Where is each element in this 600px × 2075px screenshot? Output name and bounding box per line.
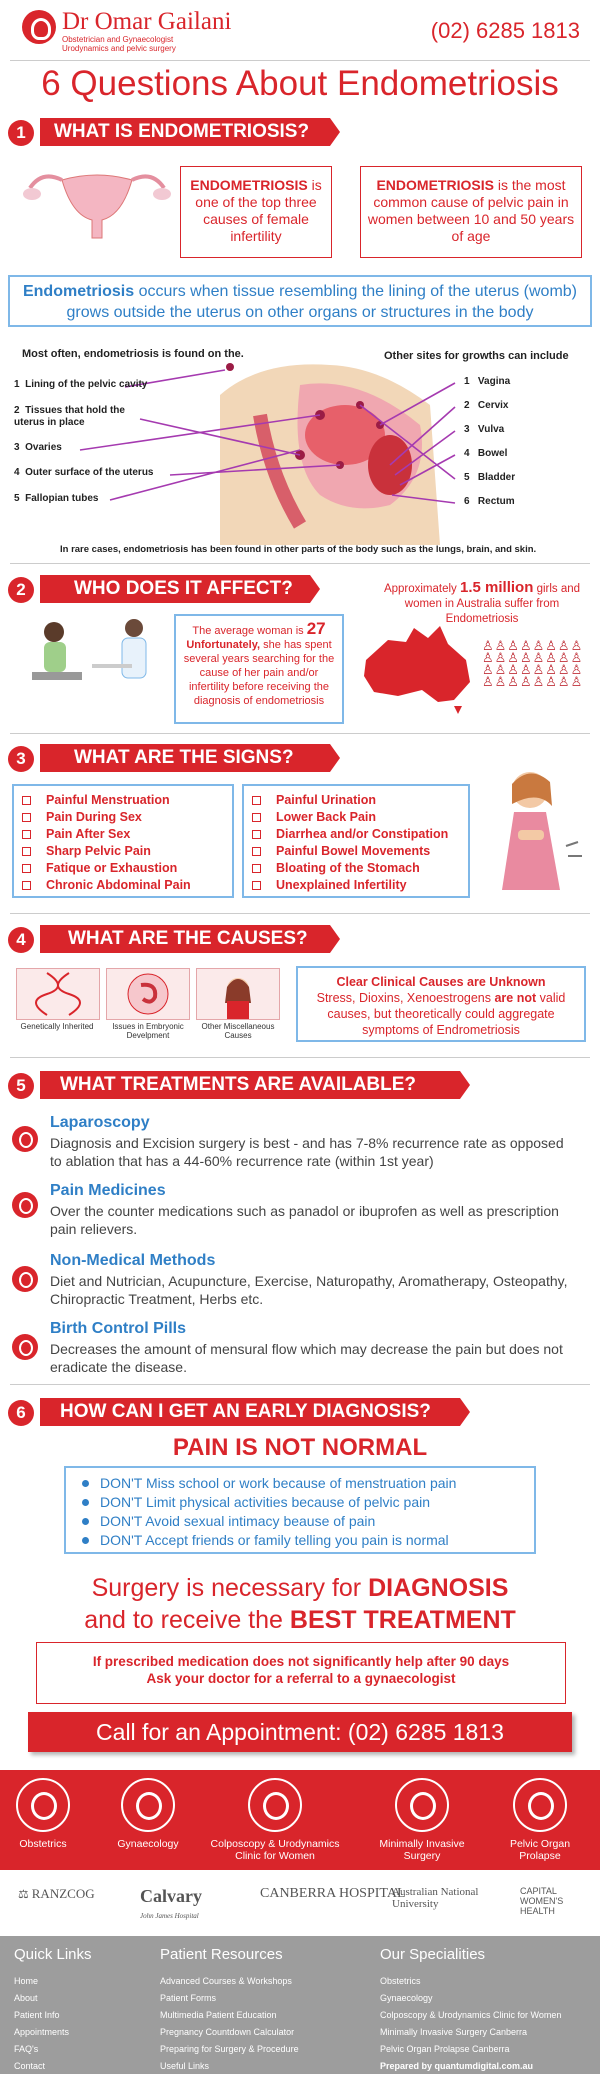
sign-item: Sharp Pelvic Pain bbox=[18, 843, 228, 860]
gynaecology-icon bbox=[121, 1778, 175, 1832]
divider bbox=[10, 733, 590, 734]
footer-link[interactable]: Pelvic Organ Prolapse Canberra bbox=[380, 2044, 510, 2054]
rare-note: In rare cases, endometriosis has been found in other parts of the body such as the lungs, brain, and skin. bbox=[60, 544, 537, 555]
section-number-4: 4 bbox=[8, 927, 34, 953]
footer-link[interactable]: Colposcopy & Urodynamics Clinic for Women bbox=[380, 2010, 562, 2020]
footer-link[interactable]: Appointments bbox=[14, 2027, 70, 2037]
section-heading-6: HOW CAN I GET AN EARLY DIAGNOSIS? bbox=[40, 1398, 460, 1426]
header-phone[interactable]: (02) 6285 1813 bbox=[430, 18, 580, 43]
sign-item: Diarrhea and/or Constipation bbox=[248, 826, 464, 843]
right-caption: Other sites for growths can include bbox=[384, 350, 569, 362]
footer-link[interactable]: Advanced Courses & Workshops bbox=[160, 1976, 292, 1986]
signs-list-right bbox=[248, 792, 464, 894]
sign-item: Lower Back Pain bbox=[248, 809, 464, 826]
sign-item: Bloating of the Stomach bbox=[248, 860, 464, 877]
services-band bbox=[0, 1770, 600, 1870]
embryo-panel bbox=[106, 968, 190, 1020]
sign-item: Painful Bowel Movements bbox=[248, 843, 464, 860]
canberra-hospital-logo: CANBERRA HOSPITAL bbox=[260, 1886, 406, 1901]
sign-item: Pain During Sex bbox=[18, 809, 228, 826]
treatment-title: Non-Medical Methods bbox=[50, 1252, 216, 1269]
causes-box: Clear Clinical Causes are Unknown Stress, Dioxins, Xenoestrogens are not valid causes, but theoretically could aggregate symptoms of Endrometriosis bbox=[296, 966, 586, 1042]
footer-specialities: Our Specialities Obstetrics Gynaecology Colposcopy & Urodynamics Clinic for Women Minimally Invasive Surgery Canberra Pelvic Organ Prolapse Canberra Prepared by quantumdigital.com.au bbox=[380, 1946, 561, 2075]
footer-credit[interactable]: Prepared by quantumdigital.com.au bbox=[380, 2061, 534, 2071]
call-appointment-button[interactable]: Call for an Appointment: (02) 6285 1813 bbox=[28, 1712, 572, 1752]
footer-link[interactable]: Gynaecology bbox=[380, 1993, 433, 2003]
service-colposcopy[interactable]: Colposcopy & Urodynamics Clinic for Women bbox=[210, 1778, 340, 1862]
fact-box-infertility: ENDOMETRIOSIS is one of the top three causes of female infertility bbox=[180, 166, 332, 258]
section-heading-5: WHAT TREATMENTS ARE AVAILABLE? bbox=[40, 1071, 460, 1099]
divider bbox=[10, 913, 590, 914]
section-number-3: 3 bbox=[8, 746, 34, 772]
treatment-desc: Diet and Nutrician, Acupuncture, Exercise, Naturopathy, Aromatherapy, Osteopathy, Chiropractic Treatment, Herbs etc. bbox=[50, 1273, 568, 1307]
sign-item: Chronic Abdominal Pain bbox=[18, 877, 228, 894]
prolapse-icon bbox=[513, 1778, 567, 1832]
section-number-1: 1 bbox=[8, 120, 34, 146]
ranzcog-logo: ⚖ RANZCOG bbox=[18, 1886, 95, 1901]
footer-link[interactable]: Multimedia Patient Education bbox=[160, 2010, 277, 2020]
footer-link[interactable]: Useful Links bbox=[160, 2061, 210, 2071]
divider bbox=[10, 1384, 590, 1385]
australia-map bbox=[358, 620, 478, 715]
treatment-title: Laparoscopy bbox=[50, 1114, 150, 1131]
obstetrics-icon bbox=[16, 1778, 70, 1832]
surgery-icon bbox=[395, 1778, 449, 1832]
dont-item: DON'T Accept friends or family telling you pain is normal bbox=[76, 1531, 524, 1550]
footer-link[interactable]: Contact bbox=[14, 2061, 46, 2071]
treatment-desc: Over the counter medications such as panadol or ibuprofen as well as prescription pain relievers. bbox=[50, 1203, 559, 1237]
divider bbox=[10, 60, 590, 61]
calvary-logo: Calvary John James Hospital bbox=[140, 1886, 202, 1920]
signs-box-left bbox=[12, 784, 234, 898]
section-heading-1: WHAT IS ENDOMETRIOSIS? bbox=[40, 118, 330, 146]
surgery-statement: Surgery is necessary for DIAGNOSIS and to receive the BEST TREATMENT bbox=[84, 1574, 516, 1634]
doctor-patient-illustration bbox=[22, 612, 172, 702]
partners-row bbox=[0, 1872, 600, 1934]
sign-item: Pain After Sex bbox=[18, 826, 228, 843]
dont-item: DON'T Limit physical activities because of pelvic pain bbox=[76, 1493, 524, 1512]
site-header bbox=[0, 0, 600, 58]
embryo-icon bbox=[107, 969, 189, 1019]
colposcopy-icon bbox=[248, 1778, 302, 1832]
footer-link[interactable]: Patient Info bbox=[14, 2010, 60, 2020]
stressed-woman-icon bbox=[197, 969, 279, 1019]
service-minimally-invasive[interactable]: Minimally Invasive Surgery bbox=[372, 1778, 472, 1862]
woman-in-pain-illustration bbox=[478, 760, 588, 900]
birth-control-icon bbox=[12, 1334, 38, 1360]
footer-patient-resources: Patient Resources Advanced Courses & Workshops Patient Forms Multimedia Patient Education Pregnancy Countdown Calculator Preparing for Surgery & Procedure Useful Links bbox=[160, 1946, 299, 2075]
dont-list bbox=[76, 1474, 524, 1550]
footer-link[interactable]: Pregnancy Countdown Calculator bbox=[160, 2027, 295, 2037]
signs-list-left bbox=[18, 792, 228, 894]
footer-quick-links: Quick Links Home About Patient Info Appointments FAQ's Contact bbox=[14, 1946, 92, 2075]
cause-label: Other Miscellaneous Causes bbox=[201, 1022, 275, 1040]
pain-not-normal-title: PAIN IS NOT NORMAL bbox=[172, 1434, 428, 1461]
average-age-box: The average woman is 27 Unfortunately, she has spent several years searching for the cause of her pain and/or infertility before receiving the diagnosis of endometriosis bbox=[174, 614, 344, 724]
misc-panel bbox=[196, 968, 280, 1020]
service-gynaecology[interactable]: Gynaecology bbox=[93, 1778, 203, 1850]
footer-link[interactable]: Patient Forms bbox=[160, 1993, 217, 2003]
signs-box-right bbox=[242, 784, 470, 898]
fact-box-pelvic-pain: ENDOMETRIOSIS is the most common cause of pelvic pain in women between 10 and 50 years of age bbox=[360, 166, 582, 258]
dont-item: DON'T Avoid sexual intimacy beause of pain bbox=[76, 1512, 524, 1531]
dont-item: DON'T Miss school or work because of menstruation pain bbox=[76, 1474, 524, 1493]
section-number-6: 6 bbox=[8, 1400, 34, 1426]
dont-list-box bbox=[64, 1466, 536, 1554]
logo-icon[interactable] bbox=[22, 10, 56, 44]
service-prolapse[interactable]: Pelvic Organ Prolapse bbox=[490, 1778, 590, 1862]
logo-subtitle: Obstetrician and Gynaecologist Urodynamics and pelvic surgery bbox=[62, 35, 176, 53]
footer-link[interactable]: FAQ's bbox=[14, 2044, 39, 2054]
section-heading-3: WHAT ARE THE SIGNS? bbox=[40, 744, 330, 772]
treatment-desc: Decreases the amount of mensural flow which may decrease the pain but does not eradicate the disease. bbox=[50, 1341, 563, 1375]
capital-womens-health-logo: CAPITAL WOMEN'S HEALTH bbox=[520, 1886, 564, 1916]
non-medical-icon bbox=[12, 1266, 38, 1292]
cause-label: Issues in Embryonic Develpment bbox=[112, 1022, 184, 1040]
left-caption: Most often, endometriosis is found on the. bbox=[22, 348, 244, 360]
section-heading-4: WHAT ARE THE CAUSES? bbox=[40, 925, 330, 953]
stat-text: Approximately 1.5 million girls and women in Australia suffer from Endometriosis bbox=[383, 579, 581, 625]
section-heading-2: WHO DOES IT AFFECT? bbox=[40, 575, 310, 603]
dna-panel bbox=[16, 968, 100, 1020]
pain-medicine-icon bbox=[12, 1192, 38, 1218]
sign-item: Painful Menstruation bbox=[18, 792, 228, 809]
footer-link[interactable]: Minimally Invasive Surgery Canberra bbox=[380, 2027, 528, 2037]
divider bbox=[10, 1057, 590, 1058]
referral-box: If prescribed medication does not significantly help after 90 days Ask your doctor for a referral to a gynaecologist bbox=[36, 1642, 566, 1704]
cause-label: Genetically Inherited bbox=[20, 1022, 94, 1031]
footer-link[interactable]: Obstetrics bbox=[380, 1976, 421, 1986]
definition-box: Endometriosis occurs when tissue resembling the lining of the uterus (womb) grows outside the uterus on other organs or structures in the body bbox=[8, 275, 592, 327]
section-number-2: 2 bbox=[8, 577, 34, 603]
divider bbox=[10, 563, 590, 564]
people-icons: ♙♙♙♙♙♙♙♙ ♙♙♙♙♙♙♙♙ ♙♙♙♙♙♙♙♙ ♙♙♙♙♙♙♙♙ bbox=[482, 638, 584, 689]
sign-item: Fatique or Exhaustion bbox=[18, 860, 228, 877]
logo-name[interactable]: Dr Omar Gailani bbox=[62, 8, 232, 35]
footer-link[interactable]: Home bbox=[14, 1976, 39, 1986]
dna-icon bbox=[17, 969, 99, 1019]
sign-item: Painful Urination bbox=[248, 792, 464, 809]
sign-item: Unexplained Infertility bbox=[248, 877, 464, 894]
footer-link[interactable]: Preparing for Surgery & Procedure bbox=[160, 2044, 299, 2054]
treatment-title: Pain Medicines bbox=[50, 1182, 166, 1199]
treatment-title: Birth Control Pills bbox=[50, 1320, 186, 1337]
laparoscopy-icon bbox=[12, 1126, 38, 1152]
site-footer bbox=[0, 1936, 600, 2074]
uterus-illustration bbox=[22, 160, 172, 242]
treatment-desc: Diagnosis and Excision surgery is best - and has 7-8% recurrence rate as opposed to ablation that has a 44-60% recurrence rate (within 1st year) bbox=[50, 1135, 564, 1169]
service-obstetrics[interactable]: Obstetrics bbox=[0, 1778, 98, 1850]
footer-link[interactable]: About bbox=[14, 1993, 38, 2003]
anu-logo: Australian National University bbox=[392, 1886, 479, 1910]
page-title: 6 Questions About Endometriosis bbox=[41, 64, 559, 103]
section-number-5: 5 bbox=[8, 1073, 34, 1099]
